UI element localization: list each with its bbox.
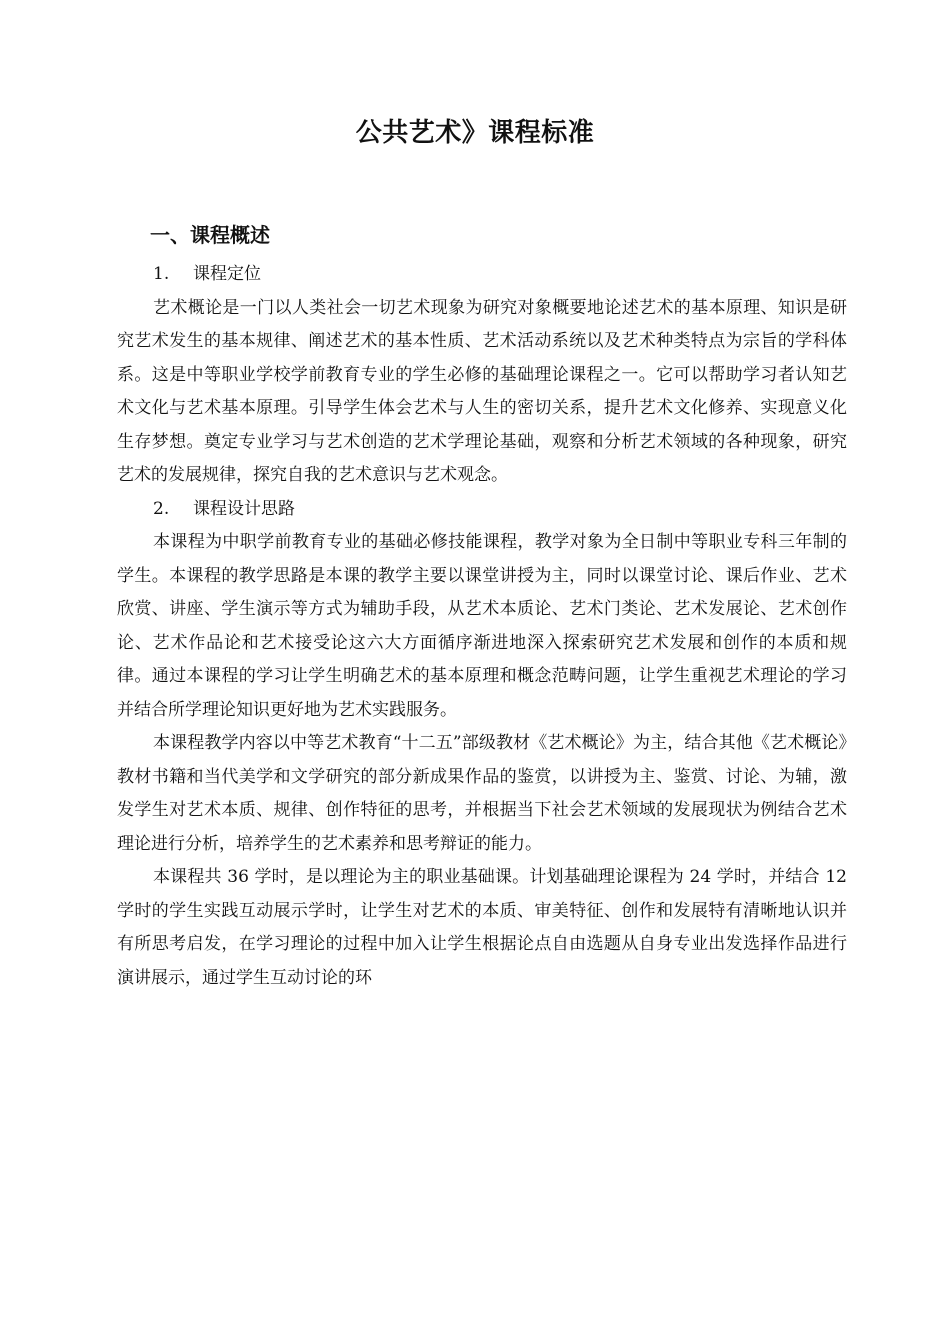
subheading-design-ideas bbox=[117, 493, 847, 527]
document-title: 公共艺术》课程标准 bbox=[355, 118, 595, 148]
subheading-number: 1. bbox=[153, 264, 170, 284]
section-heading: 一、课程概述 bbox=[150, 223, 270, 247]
paragraph-course-position: 艺术概论是一门以人类社会一切艺术现象为研究对象概要地论述艺术的基本原理、知识是研究艺术发生的基本规律、阐述艺术的基本性质、艺术活动系统以及艺术种类特点为宗旨的学科体系。这是中等职业学校学前教育专业的学生必修的基础理论课程之一。它可以帮助学习者认知艺术文化与艺术基本原理。引导学生体会艺术与人生的密切关系，提升艺术文化修养、实现意义化生存梦想。奠定专业学习与艺术创造的艺术学理论基础，观察和分析艺术领域的各种现象，研究艺术的发展规律，探究自我的艺术意识与艺术观念。 bbox=[117, 297, 847, 485]
paragraph-course-hours: 本课程共 36 学时，是以理论为主的职业基础课。计划基础理论课程为 24 学时，并结合 12 学时的学生实践互动展示学时，让学生对艺术的本质、审美特征、创作和发展特有清晰地认识并有所思考启发，在学习理论的过程中加入让学生根据论点自由选题从自身专业出发选择作品进行演讲展示，通过学生互动讨论的环 bbox=[117, 867, 847, 988]
subheading-title: 课程定位 bbox=[193, 264, 261, 284]
subheading-title: 课程设计思路 bbox=[193, 498, 295, 519]
subheading-number: 2. bbox=[153, 498, 170, 519]
document-body bbox=[117, 258, 847, 995]
subheading-course-position bbox=[117, 258, 847, 292]
paragraph-teaching-content: 本课程教学内容以中等艺术教育“十二五”部级教材《艺术概论》为主，结合其他《艺术概论》教材书籍和当代美学和文学研究的部分新成果作品的鉴赏，以讲授为主、鉴赏、讨论、为辅，激发学生对艺术本质、规律、创作特征的思考，并根据当下社会艺术领域的发展现状为例结合艺术理论进行分析，培养学生的艺术素养和思考辩证的能力。 bbox=[117, 733, 847, 854]
paragraph-design-ideas: 本课程为中职学前教育专业的基础必修技能课程，教学对象为全日制中等职业专科三年制的学生。本课程的教学思路是本课的教学主要以课堂讲授为主，同时以课堂讨论、课后作业、艺术欣赏、讲座、学生演示等方式为辅助手段，从艺术本质论、艺术门类论、艺术发展论、艺术创作论、艺术作品论和艺术接受论这六大方面循序渐进地深入探索研究艺术发展和创作的本质和规律。通过本课程的学习让学生明确艺术的基本原理和概念范畴问题，让学生重视艺术理论的学习并结合所学理论知识更好地为艺术实践服务。 bbox=[117, 532, 847, 720]
